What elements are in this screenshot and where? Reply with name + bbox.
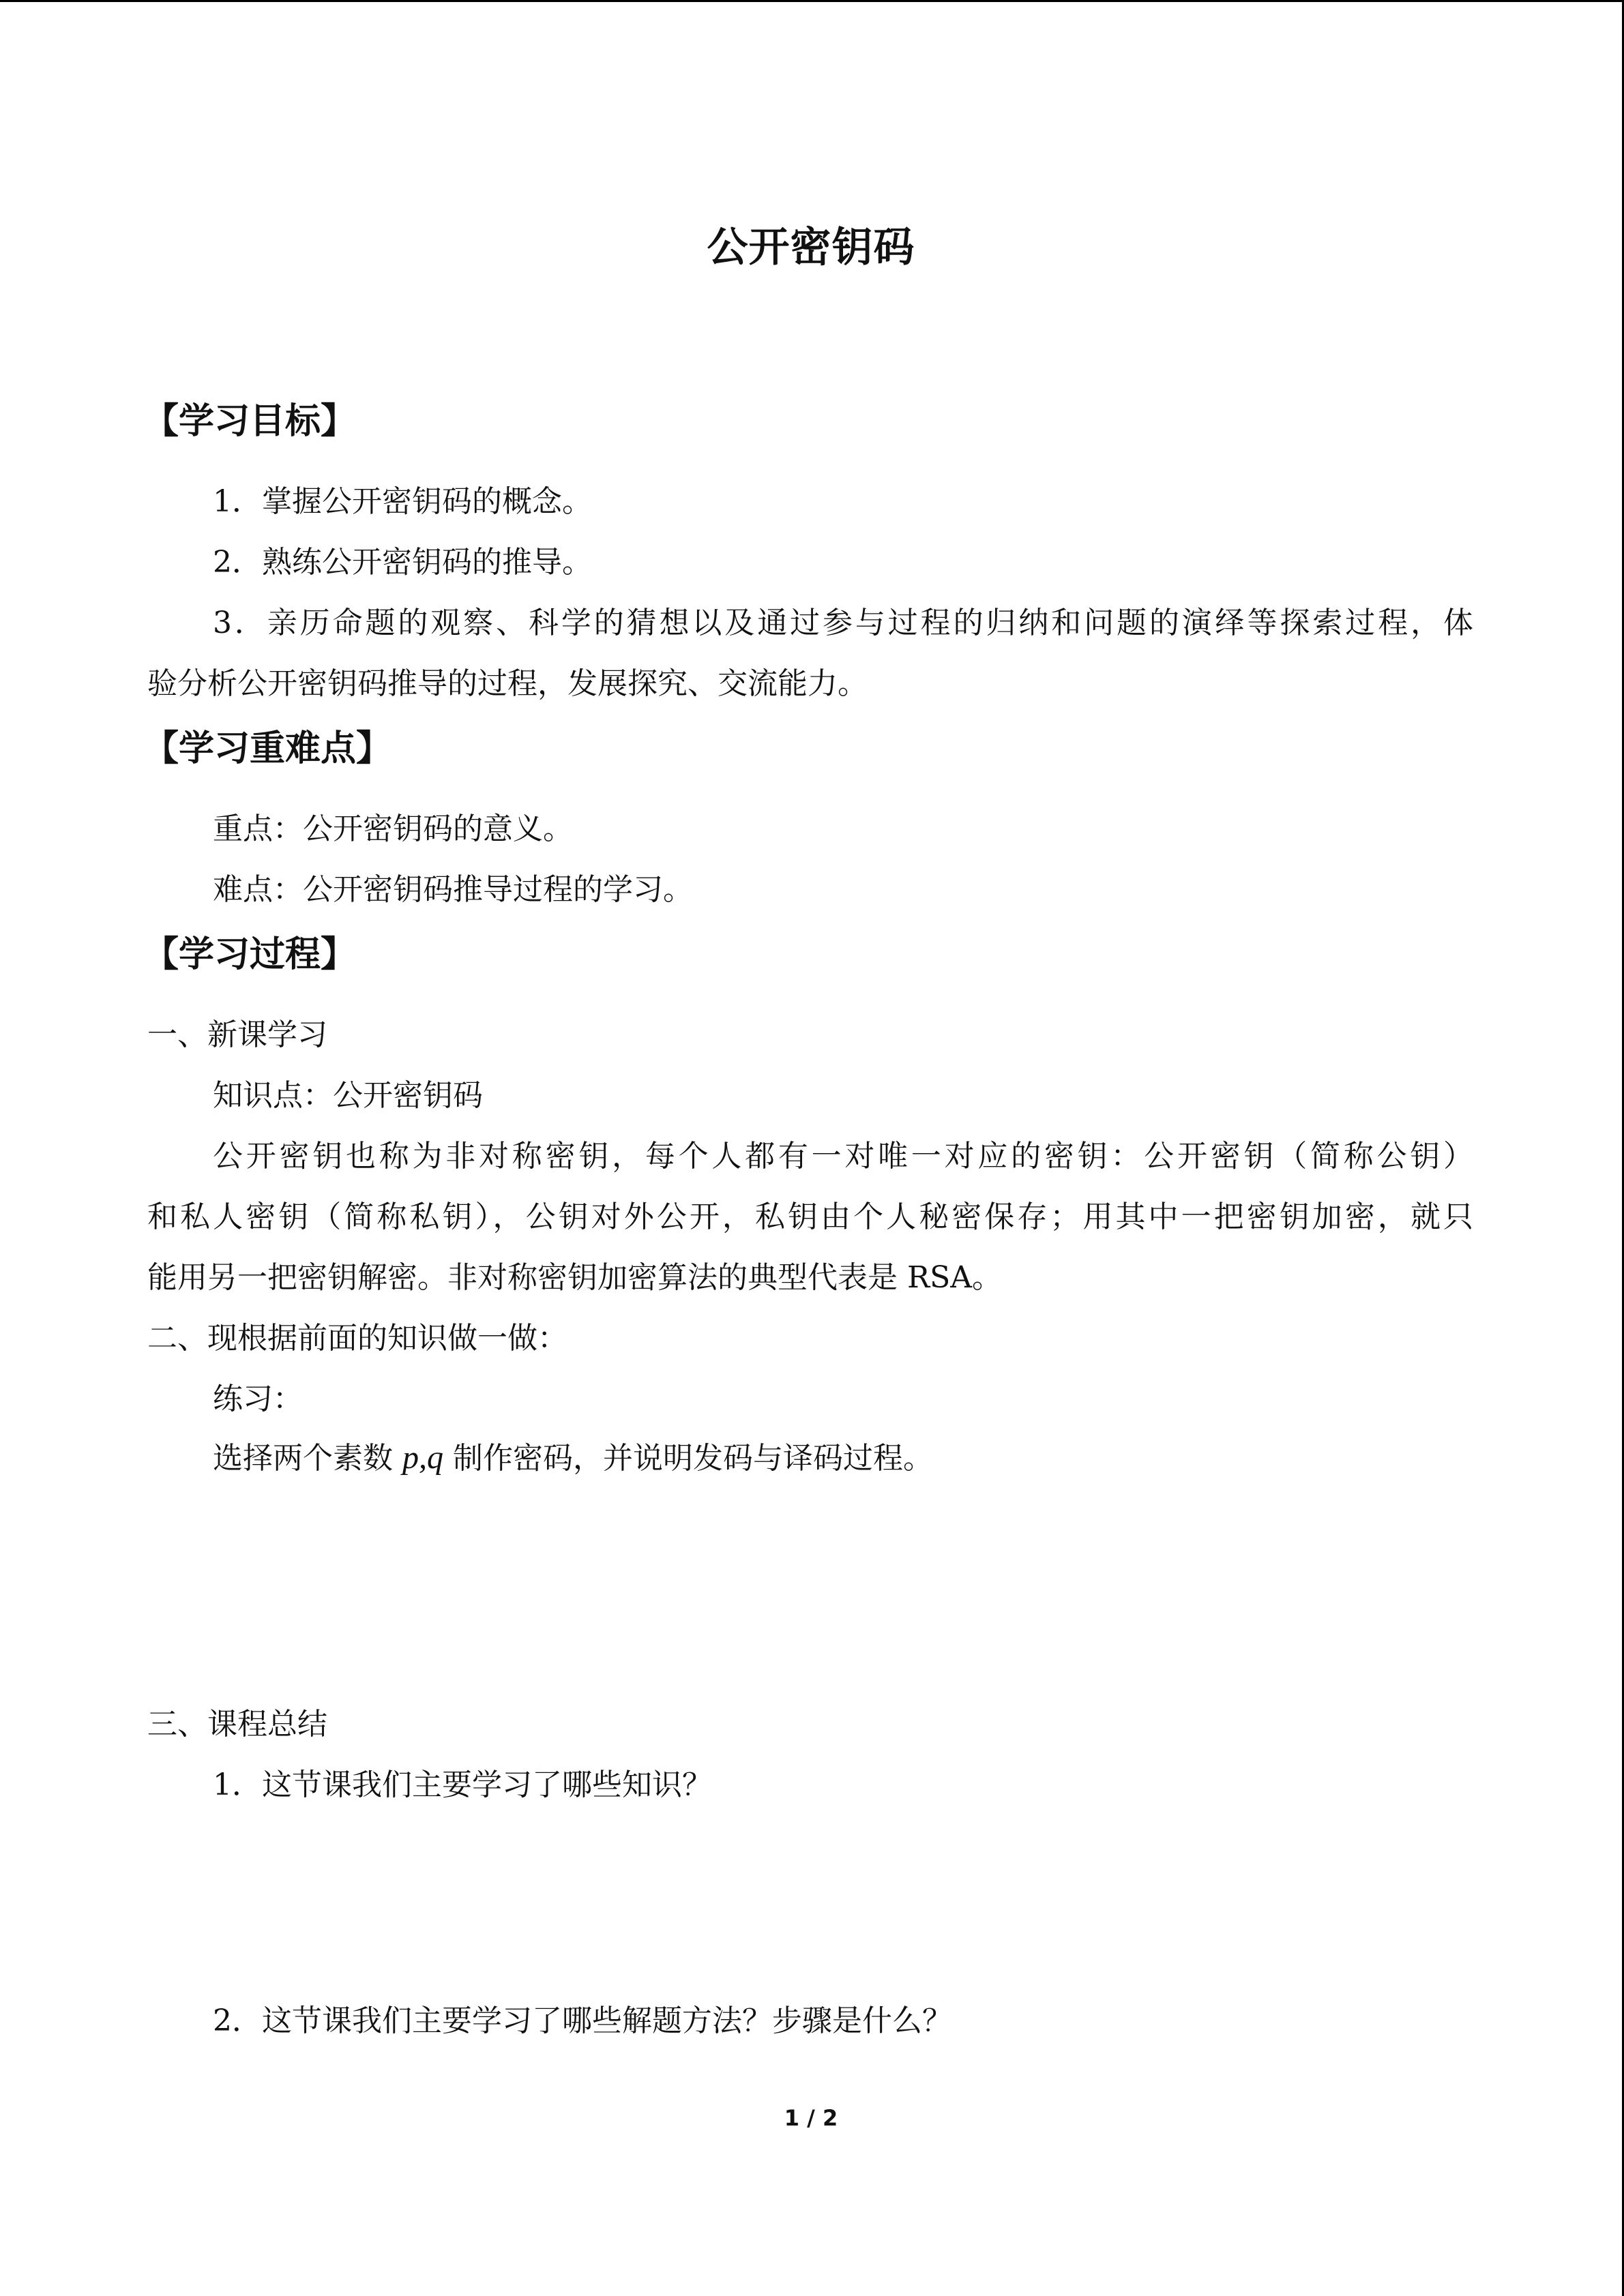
- exercise-text-post: 制作密码，并说明发码与译码过程。: [453, 1441, 933, 1476]
- section-heading-objectives: 【学习目标】: [143, 401, 357, 442]
- summary-question-1: 1．这节课我们主要学习了哪些知识？: [213, 1768, 712, 1802]
- key-point-item-1: 重点：公开密钥码的意义。: [213, 811, 573, 846]
- section-heading-process: 【学习过程】: [143, 934, 357, 975]
- page-number: 1 / 2: [784, 2105, 838, 2131]
- objective-item-3: 3．亲历命题的观察、科学的猜想以及通过参与过程的归纳和问题的演绎等探索过程，体: [213, 606, 1473, 640]
- knowledge-point: 知识点：公开密钥码: [213, 1078, 483, 1113]
- page-title: 公开密钥码: [707, 224, 915, 271]
- exercise-text: [213, 1433, 933, 1477]
- exercise-math-pq: p,q: [402, 1440, 443, 1476]
- part3-title: 三、课程总结: [147, 1707, 327, 1742]
- exercise-label: 练习：: [213, 1382, 303, 1416]
- concept-paragraph-line-1: 公开密钥也称为非对称密钥，每个人都有一对唯一对应的密钥：公开密钥（简称公钥）: [213, 1139, 1473, 1174]
- concept-paragraph-line-3: 能用另一把密钥解密。非对称密钥加密算法的典型代表是 RSA。: [147, 1260, 1003, 1295]
- key-point-item-2: 难点：公开密钥码推导过程的学习。: [213, 872, 693, 907]
- concept-paragraph-line-2: 和私人密钥（简称私钥），公钥对外公开，私钥由个人秘密保存；用其中一把密钥加密，就只: [147, 1199, 1473, 1234]
- objective-item-3-cont: 验分析公开密钥码推导的过程，发展探究、交流能力。: [147, 666, 868, 701]
- exercise-text-pre: 选择两个素数: [213, 1441, 393, 1476]
- part1-title: 一、新课学习: [147, 1017, 327, 1052]
- summary-question-2: 2．这节课我们主要学习了哪些解题方法？步骤是什么？: [213, 2003, 952, 2038]
- objective-item-1: 1．掌握公开密钥码的概念。: [213, 484, 592, 519]
- objective-item-2: 2．熟练公开密钥码的推导。: [213, 545, 592, 580]
- part2-title: 二、现根据前面的知识做一做：: [147, 1321, 567, 1356]
- section-heading-key-points: 【学习重难点】: [143, 728, 392, 769]
